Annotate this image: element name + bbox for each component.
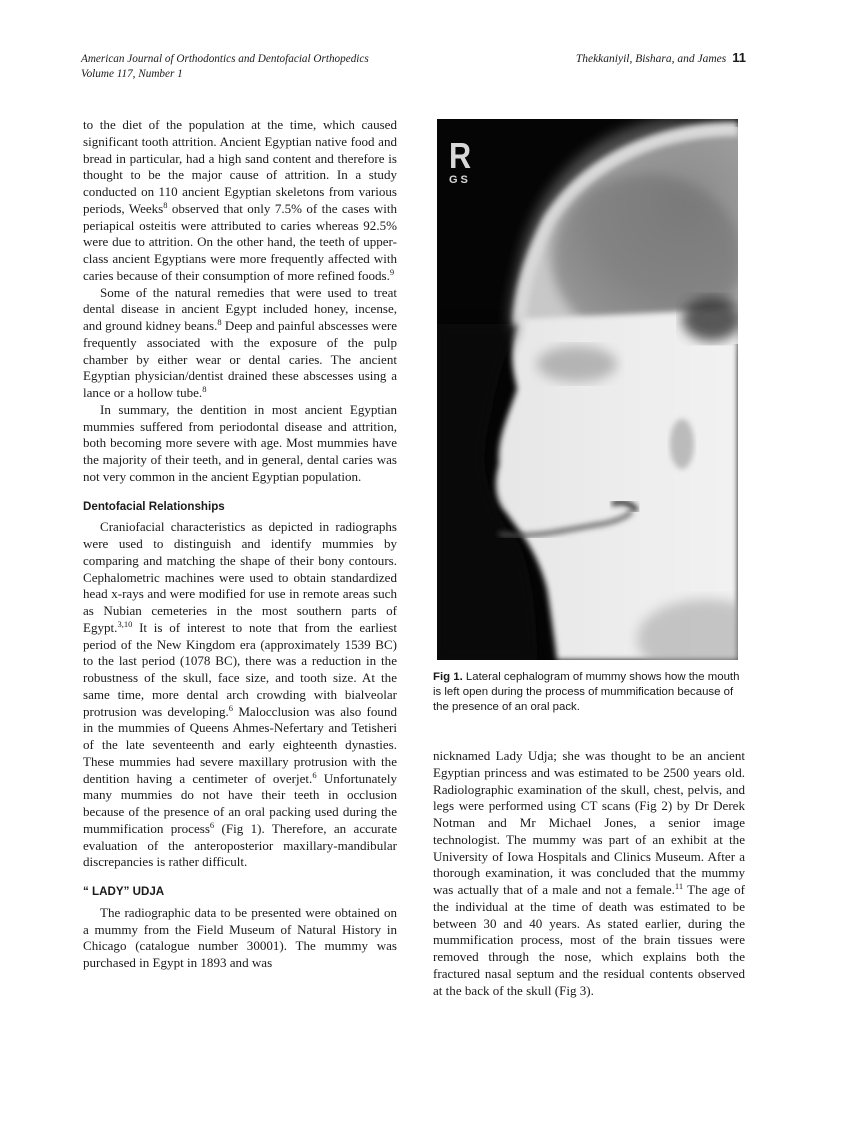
- radiograph-marker: [449, 135, 475, 186]
- xray-skull-image: [437, 119, 738, 660]
- citation: 6: [312, 769, 317, 780]
- paragraph: to the diet of the population at the time, which caused significant tooth attrition. Ancient Egyptian native food and bread in particular, had a high sand content and therefore is thought to be the major cause of attrition. In a study conducted on 110 ancient Egyptian skeletons from various periods, Weeks$^8$ observed that only 7.5% of the cases with periapical osteitis were attributed to caries whereas 92.5% were due to attrition. On the other hand, the teeth of upper-class ancient Egyptians were more frequently affected with caries because of their consumption of more refined foods.$^9$: [83, 117, 397, 283]
- figure-caption: [433, 670, 747, 716]
- citation: 8: [202, 384, 207, 394]
- citation: 8: [163, 199, 168, 210]
- marker-letter: R: [449, 135, 472, 176]
- citation: 11: [674, 881, 684, 891]
- paragraph: nicknamed Lady Udja; she was thought to be an ancient Egyptian princess and was estimated to be 2500 years old. Radiolographic examination of the skull, chest, pelvis, and legs were performed using CT scans (Fig 2) by Dr Derek Notman and Mr Michael Jones, a senior image technologist. The mummy was part of an exhibit at the University of Iowa Hospitals and Clinics Museum. After a thorough examination, it was concluded that the mummy was actually that of a male and not a female.$^{11}$ The age of the individual at the time of death was estimated to be between 30 and 40 years. As stated earlier, during the mummification process, most of the brain tissues were removed through the nose, which explains both the fractured nasal septum and the residual contents observed at the back of the skull (Fig 3).: [433, 748, 745, 998]
- citation: 9: [389, 266, 395, 277]
- citation: 6: [228, 702, 234, 713]
- marker-initials: GS: [449, 174, 471, 186]
- figure-1-cephalogram: [437, 119, 738, 660]
- left-column: [83, 117, 397, 972]
- page-number: 11: [732, 50, 746, 65]
- journal-title: American Journal of Orthodontics and Dentofacial Orthopedics: [81, 53, 369, 65]
- paragraph: In summary, the dentition in most ancient Egyptian mummies suffered from periodontal disease and attrition, both becoming more severe with age. Most mummies have the majority of their teeth, and in general, dental caries was not very common in the ancient Egyptian population.: [83, 401, 397, 484]
- caption-text: Lateral cephalogram of mummy shows how the mouth is left open during the process of mummification because of the presence of an oral pack.: [433, 671, 740, 714]
- right-column: [433, 748, 745, 999]
- citation: 6: [209, 819, 215, 830]
- volume-issue: Volume 117, Number 1: [81, 68, 183, 80]
- section-heading-lady-udja: “ LADY” UDJA: [83, 885, 165, 898]
- paragraph: Craniofacial characteristics as depicted in radiographs were used to distinguish and identify mummies by comparing and matching the shape of their bony contours. Cephalometric machines were used to obtain standardized head x-rays and were modified for use in remote areas such as Nubian cemeteries in the most southern parts of Egypt.$^{3,10}$ It is of interest to note that from the earliest period of the New Kingdom era (approximately 1539 BC) to the last period (1078 BC), there was a reduction in the robustness of the skull, face size, and tooth size. At the same time, more dental arch crowding with bialveolar protrusion was developing.$^6$ Malocclusion was also found in the mummies of Queens Ahmes-Nefertary and Tetisheri of the late seventeenth and early eighteenth dynasties. These mummies had severe maxillary protrusion with the dentition having a centimeter of overjet.$^6$ Unfortunately many mummies do not have their teeth in occlusion because of the presence of an oral packing used during the mummification process$^6$ (Fig 1). Therefore, an accurate evaluation of the anteroposterior maxillary-mandibular discrepancies is rather difficult.: [83, 519, 397, 870]
- authors: Thekkaniyil, Bishara, and James: [575, 53, 727, 65]
- paragraph: The radiographic data to be presented were obtained on a mummy from the Field Museum of Natural History in Chicago (catalogue number 30001). The mummy was purchased in Egypt in 1893 and was: [83, 904, 397, 970]
- caption-label: Fig 1.: [433, 671, 463, 683]
- running-header-left: [81, 52, 369, 82]
- section-heading-dentofacial: Dentofacial Relationships: [83, 499, 225, 513]
- paragraph: Some of the natural remedies that were used to treat dental disease in ancient Egypt included honey, incense, and ground kidney beans.$^8$ Deep and painful abscesses were frequently associated with the exposure of the pulp chamber by either wear or dental caries. The ancient Egyptian physician/dentist drained these abscesses using a lance or a hollow tube.$^8$: [83, 284, 397, 400]
- running-header-right: [576, 50, 746, 65]
- citation: 8: [217, 317, 222, 327]
- citation: 3,10: [117, 618, 133, 629]
